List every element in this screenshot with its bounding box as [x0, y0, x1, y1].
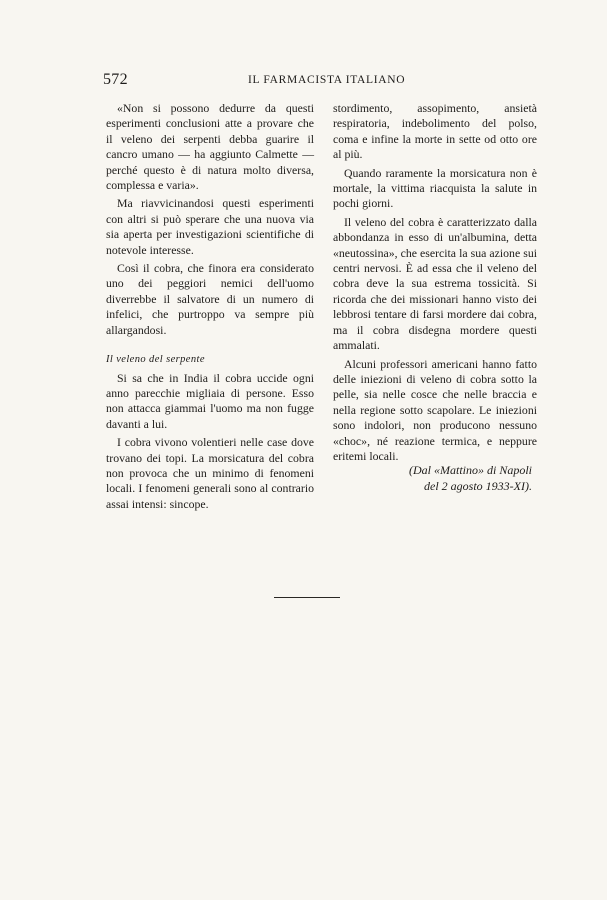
paragraph: Quando raramente la morsicatura non è mortale, la vittima riacquista la salute in pochi giorni. [333, 165, 537, 211]
citation-line: (Dal «Mattino» di Napoli [409, 463, 532, 477]
paragraph: Alcuni professori americani hanno fatto delle iniezioni di veleno di cobra sotto la pelle, sia nelle cosce che nelle braccia e nella regione sotto scapolare. Le iniezioni sono indolori, non producono nessuno «choc», né reazione termica, e neppure eritemi locali. [333, 356, 537, 463]
end-rule [274, 597, 340, 598]
paragraph: Ma riavvicinandosi questi esperimenti con altri si può sperare che una nuova via sia aperta per investigazioni scientifiche di notevole interesse. [106, 196, 314, 257]
source-citation [360, 462, 532, 494]
paragraph: Così il cobra, che finora era considerato uno dei peggiori nemici dell'uomo diverrebbe il salvatore di un numero di infelici, che purtroppo va sempre più allargandosi. [106, 261, 314, 337]
paragraph: I cobra vivono volentieri nelle case dove trovano dei topi. La morsicatura del cobra non provoca che un minimo di fenomeni locali. I fenomeni generali sono al contrario assai intensi: sincope. [106, 435, 314, 511]
paragraph: Il veleno del cobra è caratterizzato dalla abbondanza in esso di un'albumina, detta «neutossina», che esercita la sua azione sui centri nervosi. È ad essa che il veleno del cobra deve la sua estrema tossicità. Si ricorda che dei missionari hanno visto dei lebbrosi tentare di farsi mordere dai cobra, ma il cobra disdegna mordere questi ammalati. [333, 214, 537, 353]
page-number: 572 [103, 71, 128, 88]
section-heading: Il veleno del serpente [106, 354, 205, 366]
right-column [333, 101, 537, 467]
paragraph: Si sa che in India il cobra uccide ogni anno parecchie migliaia di persone. Esso non attacca giammai l'uomo ma non fugge davanti a lui. [106, 370, 314, 431]
left-column [106, 101, 314, 515]
running-title: IL FARMACISTA ITALIANO [248, 74, 406, 86]
citation-line: del 2 agosto 1933-XI). [424, 479, 532, 493]
paragraph-continuation: stordimento, assopimento, ansietà respiratoria, indebolimento del polso, coma e infine la morte in sette od otto ore al più. [333, 101, 537, 162]
paragraph: «Non si possono dedurre da questi esperimenti conclusioni atte a provare che il veleno dei serpenti debba guarire il cancro umano — ha aggiunto Calmette — perché questo è di natura molto diversa, complessa e varia». [106, 101, 314, 193]
